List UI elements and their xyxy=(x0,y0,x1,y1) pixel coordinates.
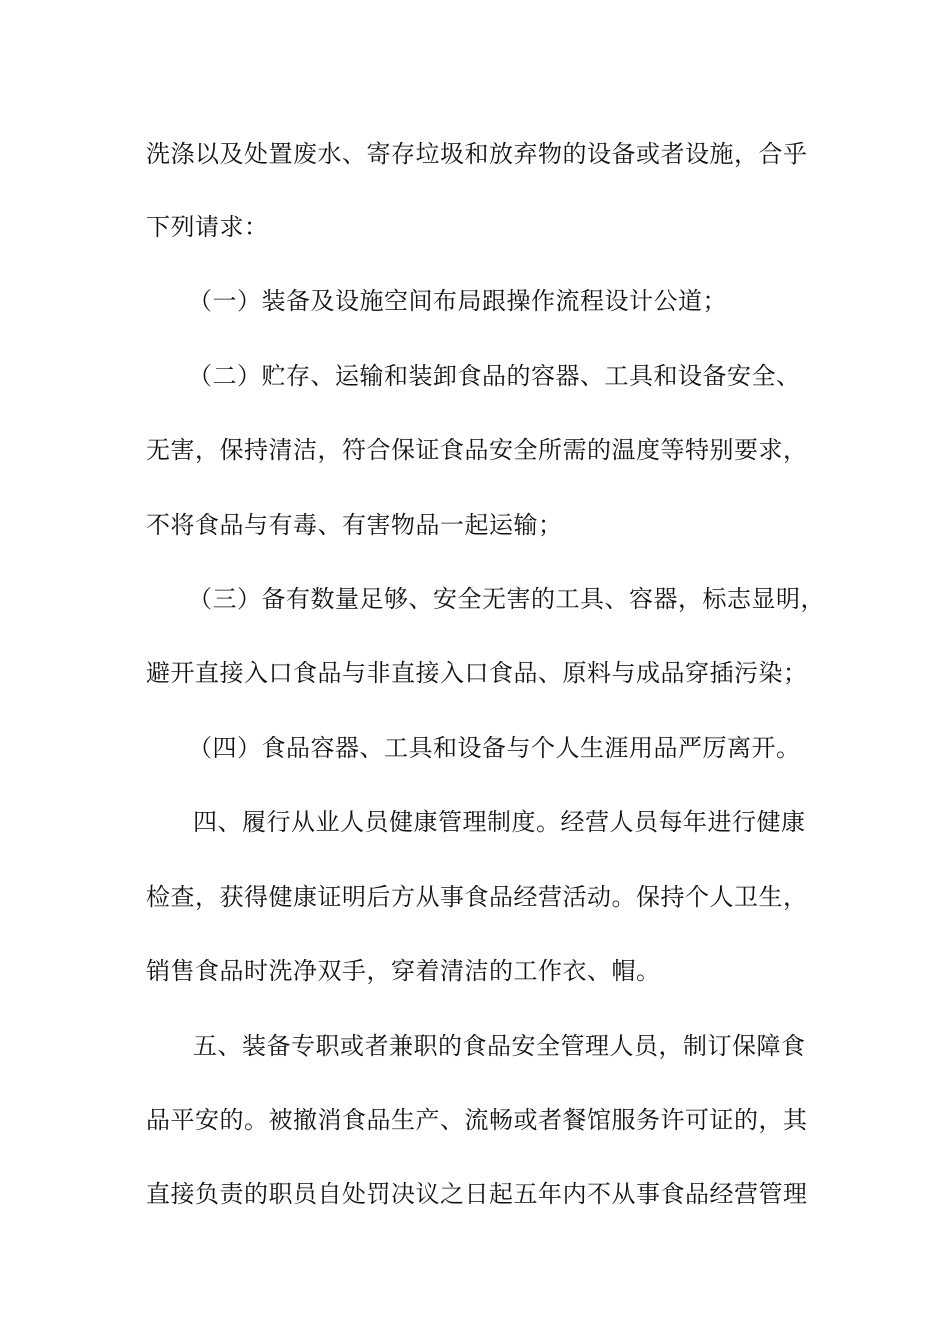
text-line: 检查，获得健康证明后方从事食品经营活动。保持个人卫生， xyxy=(146,883,808,911)
text-line: 避开直接入口食品与非直接入口食品、原料与成品穿插污染； xyxy=(146,659,808,687)
text-line: 下列请求： xyxy=(146,213,269,241)
text-line: 不将食品与有毒、有害物品一起运输； xyxy=(146,511,563,539)
text-line: 销售食品时洗净双手，穿着清洁的工作衣、帽。 xyxy=(146,957,661,985)
list-item-3: （三）备有数量足够、安全无害的工具、容器，标志显明， xyxy=(188,585,825,613)
text-line: 直接负责的职员自处罚决议之日起五年内不从事食品经营管理 xyxy=(146,1180,808,1208)
text-line: 洗涤以及处置废水、寄存垃圾和放弃物的设备或者设施，合乎 xyxy=(146,140,808,168)
text-line: 品平安的。被撤消食品生产、流畅或者餐馆服务许可证的，其 xyxy=(146,1106,808,1134)
section-four-paragraph: 四、履行从业人员健康管理制度。经营人员每年进行健康 xyxy=(193,808,806,836)
list-item-2: （二）贮存、运输和装卸食品的容器、工具和设备安全、 xyxy=(188,362,801,390)
list-item-4: （四）食品容器、工具和设备与个人生涯用品严厉离开。 xyxy=(188,734,801,762)
section-five-paragraph: 五、装备专职或者兼职的食品安全管理人员，制订保障食 xyxy=(193,1032,806,1060)
list-item-1: （一）装备及设施空间布局跟操作流程设计公道； xyxy=(188,287,727,315)
text-line: 无害，保持清洁，符合保证食品安全所需的温度等特别要求， xyxy=(146,436,808,464)
